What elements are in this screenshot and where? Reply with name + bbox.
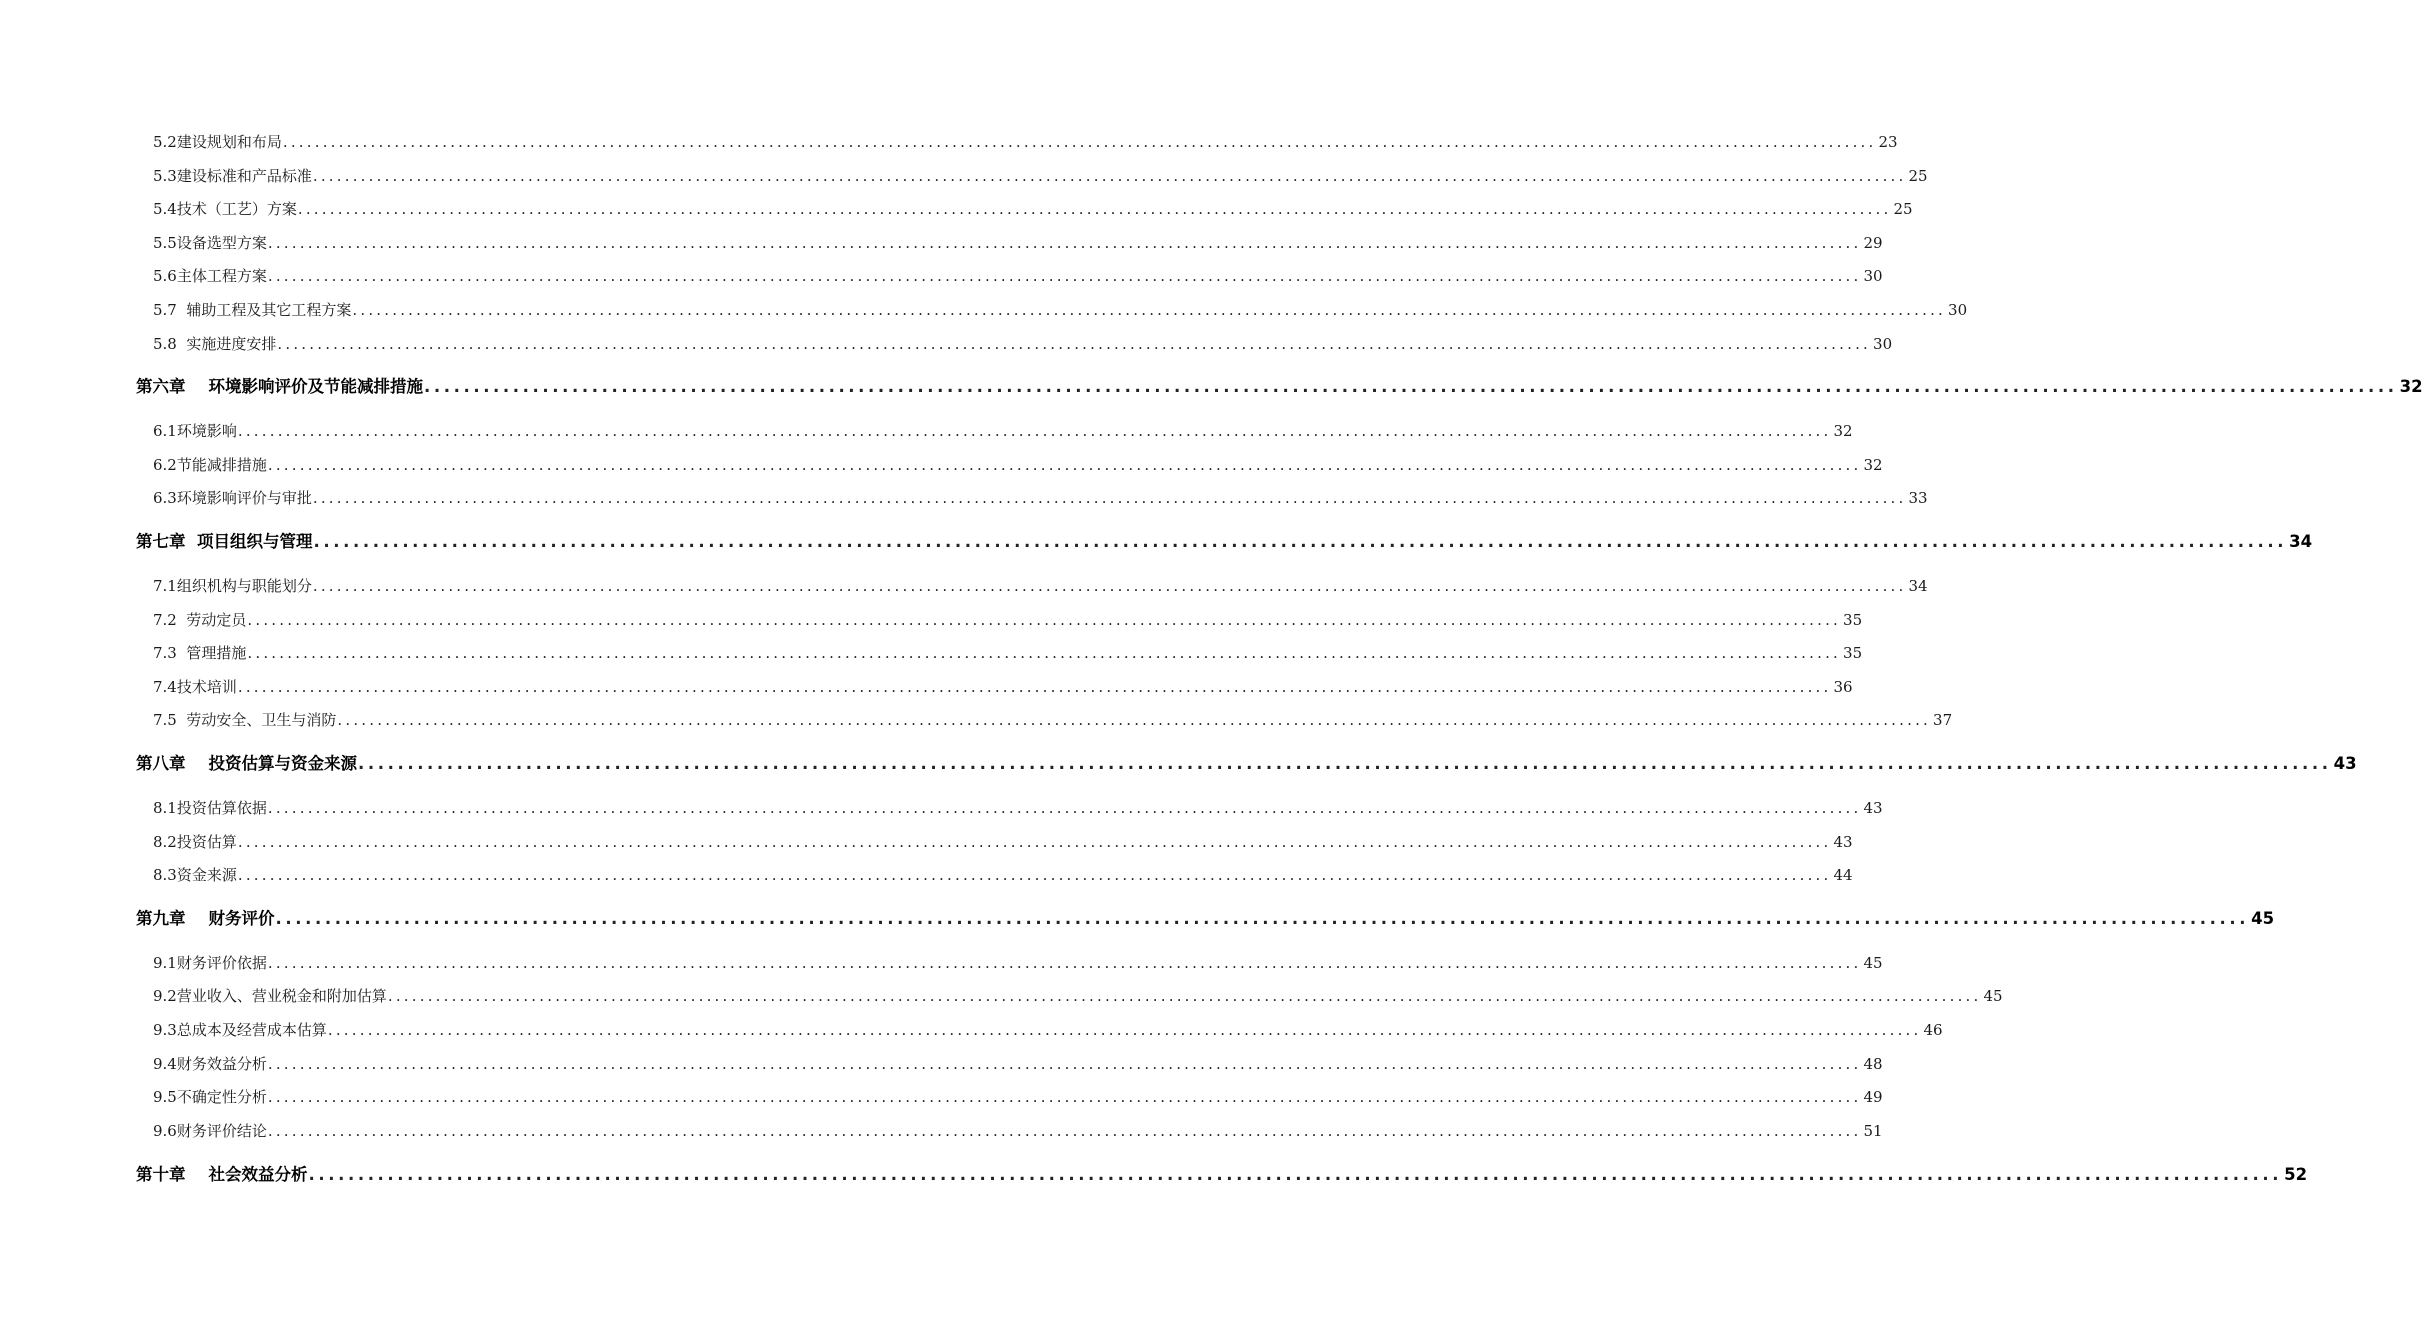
toc-chapter-entry[interactable] xyxy=(136,903,2275,929)
toc-dot-leader: ........................................................................................................................................................................................................ xyxy=(308,1165,2283,1184)
toc-section-entry[interactable] xyxy=(153,859,1853,885)
toc-entry-title: 8.1投资估算依据 xyxy=(153,799,267,817)
toc-dot-leader: ........................................................................................................................................................................................................ xyxy=(277,335,1872,353)
toc-page-number: 45 xyxy=(2251,909,2275,928)
toc-dot-leader: ........................................................................................................................................................................................................ xyxy=(352,301,1947,319)
toc-entry-title: 6.1环境影响 xyxy=(153,422,237,440)
toc-entry-title: 5.6主体工程方案 xyxy=(153,267,267,285)
toc-page-number: 36 xyxy=(1833,678,1853,696)
toc-entry-title: 9.1财务评价依据 xyxy=(153,954,267,972)
toc-dot-leader: ........................................................................................................................................................................................................ xyxy=(267,456,1862,474)
toc-dot-leader: ........................................................................................................................................................................................................ xyxy=(237,678,1832,696)
toc-page-number: 32 xyxy=(2399,377,2423,396)
toc-dot-leader: ........................................................................................................................................................................................................ xyxy=(237,833,1832,851)
toc-entry-title: 9.2营业收入、营业税金和附加估算 xyxy=(153,987,387,1005)
toc-entry-title: 9.6财务评价结论 xyxy=(153,1122,267,1140)
toc-page-number: 46 xyxy=(1923,1021,1943,1039)
toc-page-number: 30 xyxy=(1863,267,1883,285)
toc-dot-leader: ........................................................................................................................................................................................................ xyxy=(312,577,1907,595)
toc-page-number: 33 xyxy=(1908,489,1928,507)
toc-dot-leader: ........................................................................................................................................................................................................ xyxy=(237,422,1832,440)
toc-page-number: 49 xyxy=(1863,1088,1883,1106)
toc-entry-title: 第九章 财务评价 xyxy=(136,909,275,928)
toc-dot-leader: ........................................................................................................................................................................................................ xyxy=(313,532,2288,551)
toc-page-number: 35 xyxy=(1843,611,1863,629)
toc-section-entry[interactable] xyxy=(153,328,1893,354)
toc-chapter-entry[interactable] xyxy=(136,1159,2308,1185)
toc-page-number: 23 xyxy=(1878,133,1898,151)
toc-dot-leader: ........................................................................................................................................................................................................ xyxy=(297,200,1892,218)
toc-section-entry[interactable] xyxy=(153,294,1968,320)
toc-dot-leader: ........................................................................................................................................................................................................ xyxy=(275,909,2250,928)
toc-dot-leader: ........................................................................................................................................................................................................ xyxy=(387,987,1982,1005)
toc-page-number: 43 xyxy=(1833,833,1853,851)
toc-entry-title: 5.8 实施进度安排 xyxy=(153,335,277,353)
toc-page-number: 37 xyxy=(1933,711,1953,729)
toc-entry-title: 5.7 辅助工程及其它工程方案 xyxy=(153,301,352,319)
toc-section-entry[interactable] xyxy=(153,826,1853,852)
toc-entry-title: 5.3建设标准和产品标准 xyxy=(153,167,312,185)
toc-page-number: 44 xyxy=(1833,866,1853,884)
toc-page-number: 25 xyxy=(1908,167,1928,185)
toc-page-number: 43 xyxy=(1863,799,1883,817)
toc-page-number: 45 xyxy=(1983,987,2003,1005)
toc-entry-title: 9.3总成本及经营成本估算 xyxy=(153,1021,327,1039)
toc-section-entry[interactable] xyxy=(153,947,1883,973)
toc-dot-leader: ........................................................................................................................................................................................................ xyxy=(267,799,1862,817)
toc-dot-leader: ........................................................................................................................................................................................................ xyxy=(247,611,1842,629)
toc-entry-title: 第六章 环境影响评价及节能减排措施 xyxy=(136,377,423,396)
toc-page-number: 32 xyxy=(1833,422,1853,440)
toc-section-entry[interactable] xyxy=(153,637,1863,663)
toc-page-number: 34 xyxy=(1908,577,1928,595)
toc-entry-title: 9.4财务效益分析 xyxy=(153,1055,267,1073)
toc-entry-title: 7.2 劳动定员 xyxy=(153,611,247,629)
toc-dot-leader: ........................................................................................................................................................................................................ xyxy=(282,133,1877,151)
toc-dot-leader: ........................................................................................................................................................................................................ xyxy=(267,1088,1862,1106)
toc-entry-title: 7.5 劳动安全、卫生与消防 xyxy=(153,711,337,729)
toc-section-entry[interactable] xyxy=(153,1081,1883,1107)
toc-dot-leader: ........................................................................................................................................................................................................ xyxy=(267,267,1862,285)
toc-section-entry[interactable] xyxy=(153,604,1863,630)
toc-section-entry[interactable] xyxy=(153,415,1853,441)
toc-section-entry[interactable] xyxy=(153,570,1928,596)
toc-section-entry[interactable] xyxy=(153,160,1928,186)
toc-page-number: 48 xyxy=(1863,1055,1883,1073)
toc-page-number: 51 xyxy=(1863,1122,1883,1140)
toc-section-entry[interactable] xyxy=(153,193,1913,219)
toc-dot-leader: ........................................................................................................................................................................................................ xyxy=(267,954,1862,972)
toc-chapter-entry[interactable] xyxy=(136,526,2313,552)
toc-page-number: 30 xyxy=(1873,335,1893,353)
toc-section-entry[interactable] xyxy=(153,1014,1943,1040)
toc-section-entry[interactable] xyxy=(153,260,1883,286)
toc-entry-title: 7.1组织机构与职能划分 xyxy=(153,577,312,595)
toc-section-entry[interactable] xyxy=(153,980,2003,1006)
toc-section-entry[interactable] xyxy=(153,1048,1883,1074)
toc-entry-title: 9.5不确定性分析 xyxy=(153,1088,267,1106)
toc-dot-leader: ........................................................................................................................................................................................................ xyxy=(337,711,1932,729)
toc-entry-title: 8.3资金来源 xyxy=(153,866,237,884)
toc-entry-title: 7.3 管理措施 xyxy=(153,644,247,662)
toc-section-entry[interactable] xyxy=(153,126,1898,152)
toc-dot-leader: ........................................................................................................................................................................................................ xyxy=(312,489,1907,507)
toc-dot-leader: ........................................................................................................................................................................................................ xyxy=(247,644,1842,662)
toc-page-number: 29 xyxy=(1863,234,1883,252)
toc-dot-leader: ........................................................................................................................................................................................................ xyxy=(267,234,1862,252)
toc-section-entry[interactable] xyxy=(153,792,1883,818)
toc-entry-title: 6.2节能减排措施 xyxy=(153,456,267,474)
toc-page-number: 52 xyxy=(2284,1165,2308,1184)
toc-section-entry[interactable] xyxy=(153,671,1853,697)
toc-dot-leader: ........................................................................................................................................................................................................ xyxy=(327,1021,1922,1039)
toc-entry-title: 6.3环境影响评价与审批 xyxy=(153,489,312,507)
toc-section-entry[interactable] xyxy=(153,1115,1883,1141)
toc-dot-leader: ........................................................................................................................................................................................................ xyxy=(267,1055,1862,1073)
toc-dot-leader: ........................................................................................................................................................................................................ xyxy=(357,754,2332,773)
toc-page-number: 30 xyxy=(1948,301,1968,319)
toc-entry-title: 第七章 项目组织与管理 xyxy=(136,532,313,551)
toc-dot-leader: ........................................................................................................................................................................................................ xyxy=(237,866,1832,884)
toc-page-number: 43 xyxy=(2333,754,2357,773)
toc-entry-title: 5.5设备选型方案 xyxy=(153,234,267,252)
toc-entry-title: 8.2投资估算 xyxy=(153,833,237,851)
toc-entry-title: 第八章 投资估算与资金来源 xyxy=(136,754,357,773)
toc-section-entry[interactable] xyxy=(153,704,1953,730)
toc-entry-title: 第十章 社会效益分析 xyxy=(136,1165,308,1184)
toc-section-entry[interactable] xyxy=(153,482,1928,508)
toc-dot-leader: ........................................................................................................................................................................................................ xyxy=(423,377,2398,396)
toc-page-number: 35 xyxy=(1843,644,1863,662)
toc-section-entry[interactable] xyxy=(153,449,1883,475)
toc-page-number: 25 xyxy=(1893,200,1913,218)
toc-section-entry[interactable] xyxy=(153,227,1883,253)
toc-dot-leader: ........................................................................................................................................................................................................ xyxy=(267,1122,1862,1140)
toc-chapter-entry[interactable] xyxy=(136,748,2357,774)
toc-dot-leader: ........................................................................................................................................................................................................ xyxy=(312,167,1907,185)
toc-page-number: 45 xyxy=(1863,954,1883,972)
toc-page-number: 32 xyxy=(1863,456,1883,474)
toc-entry-title: 5.2建设规划和布局 xyxy=(153,133,282,151)
toc-chapter-entry[interactable] xyxy=(136,371,2423,397)
toc-entry-title: 5.4技术（工艺）方案 xyxy=(153,200,297,218)
toc-entry-title: 7.4技术培训 xyxy=(153,678,237,696)
toc-page-number: 34 xyxy=(2289,532,2313,551)
